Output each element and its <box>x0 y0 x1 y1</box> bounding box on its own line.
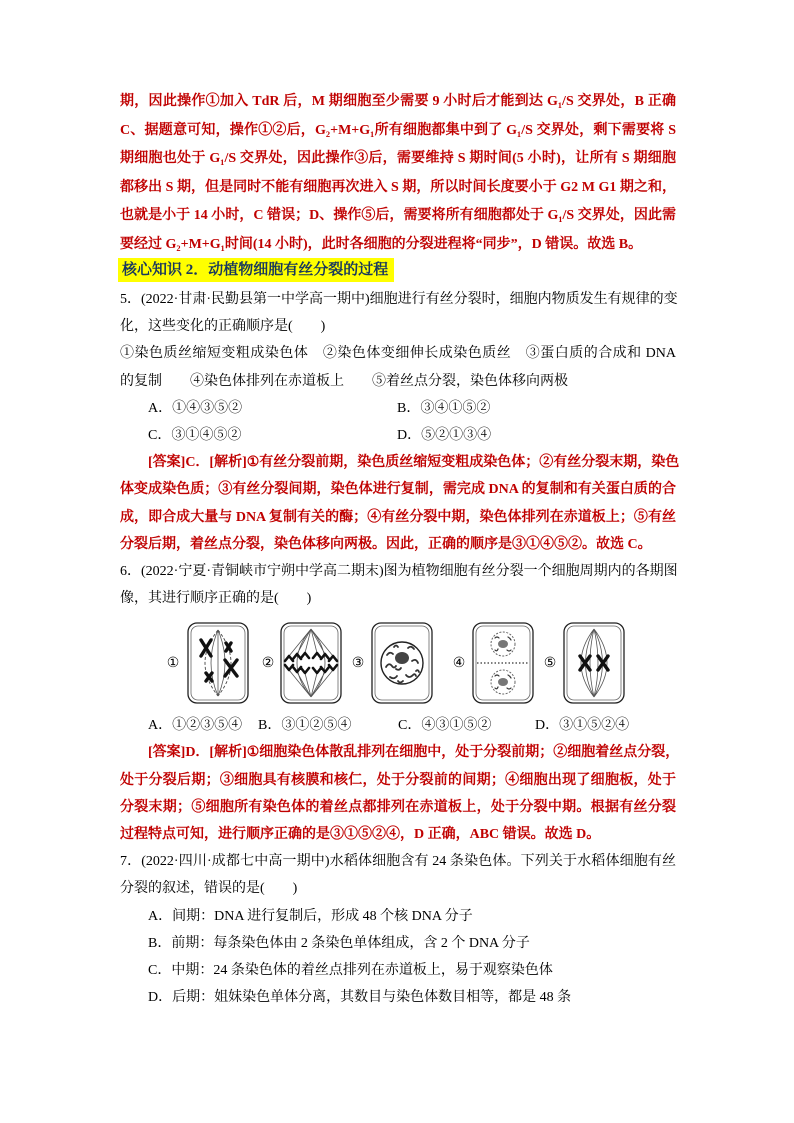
questions <box>120 286 680 1011</box>
answer-line: [答案]C．[解析]①有丝分裂前期，染色质丝缩短变粗成染色体；②有丝分裂末期，染色 <box>148 455 680 471</box>
nucleolus <box>498 678 508 686</box>
nucleolus <box>395 652 409 664</box>
cell-diagram-3 <box>372 623 432 703</box>
statement-line: ①染色质丝缩短变粗成染色体 ②染色体变细伸长成染色质丝 ③蛋白质的合成和 DNA <box>120 346 676 362</box>
options-row <box>120 395 676 422</box>
answer-line: 体变成染色质；③有丝分裂间期，染色体进行复制，需完成 DNA 的复制和有关蛋白质的合 <box>120 482 676 498</box>
question-7 <box>120 848 676 1011</box>
statement-line: 的复制 ④染色体排列在赤道板上 ⑤着丝点分裂，染色体移向两极 <box>120 373 568 389</box>
question-stem-line: 5．(2022·甘肃·民勤县第一中学高一期中)细胞进行有丝分裂时，细胞内物质发生有规律的变 <box>120 292 678 307</box>
option-a: A．间期：DNA 进行复制后，形成 48 个核 DNA 分子 <box>148 908 473 924</box>
answer-line: 都移出 S 期，但是同时不能有细胞再次进入 S 期，所以时间长度要小于 G2 M G1 期之和， <box>120 179 676 195</box>
option-c: C．中期：24 条染色体的着丝点排列在赤道板上，易于观察染色体 <box>148 962 553 978</box>
answer-line: 分裂后期，着丝点分裂，染色体移向两极。因此，正确的顺序是③①④⑤②。故选 C。 <box>120 536 652 552</box>
question-5 <box>120 286 680 558</box>
option-b: B．③④①⑤② <box>397 400 491 416</box>
previous-answer-continuation <box>120 88 676 260</box>
answer-line: 期，因此操作①加入 TdR 后，M 期细胞至少需要 9 小时后才能到达 G₁/S 交界处，B 正确 <box>120 94 676 109</box>
answer-line: 成，即合成大量与 DNA 复制有关的酶；④有丝分裂中期，染色体排列在赤道板上；⑤有丝 <box>120 509 676 525</box>
answer-line: 处于分裂后期；③细胞具有核膜和核仁，处于分裂前的间期；④细胞出现了细胞板，处于 <box>120 772 676 788</box>
options-row <box>120 712 676 739</box>
mitosis-figure <box>120 612 676 712</box>
question-stem-line: 像，其进行顺序正确的是( ) <box>120 591 312 607</box>
question-stem-line: 7．(2022·四川·成都七中高一期中)水稻体细胞含有 24 条染色体。下列关于水稻体细胞有丝 <box>120 854 676 870</box>
question-stem-line: 分裂的叙述，错误的是( ) <box>120 881 298 897</box>
cell-wall <box>281 623 341 703</box>
option-b: B．③①②⑤④ <box>258 718 352 734</box>
answer-line: C、据题意可知，操作①②后，G₂+M+G₁所有细胞都集中到了 G₁/S 交界处，剩下需要将 S <box>120 122 676 138</box>
question-stem-line: 6．(2022·宁夏·青铜峡市宁朔中学高二期末)图为植物细胞有丝分裂一个细胞周期内的各期图 <box>120 563 678 579</box>
option-d: D．后期：姐妹染色单体分离，其数目与染色体数目相等，都是 48 条 <box>148 990 572 1006</box>
options-row <box>120 422 676 449</box>
mitosis-diagram-svg <box>120 612 676 712</box>
cell-diagram-5 <box>564 623 624 703</box>
section-heading: 核心知识 2．动植物细胞有丝分裂的过程 <box>118 258 394 282</box>
answer-line: 分裂末期；⑤细胞所有染色体的着丝点都排列在赤道板上，处于分裂中期。根据有丝分裂 <box>120 799 676 815</box>
answer-line: 也就是小于 14 小时，C 错误；D、操作⑤后，需要将所有细胞都处于 G₁/S 交界处，因此需 <box>120 208 676 224</box>
option-c: C．④③①⑤② <box>398 718 492 734</box>
question-6 <box>120 558 680 848</box>
figure-label-2: ② <box>261 655 275 672</box>
answer-line: 过程特点可知，进行顺序正确的是③①⑤②④，D 正确，ABC 错误。故选 D。 <box>120 827 601 842</box>
option-a: A．①④③⑤② <box>148 400 243 416</box>
answer-line: 期细胞也处于 G₁/S 交界处，因此操作③后，需要维持 S 期时间(5 小时)，让所有 S 期细胞 <box>120 151 676 167</box>
answer-line: 要经过 G₂+M+G₁时间(14 小时)，此时各细胞的分裂进程将“同步”，D 错误。故选 B。 <box>120 236 643 252</box>
figure-label-1: ① <box>166 655 180 672</box>
option-b: B．前期：每条染色体由 2 条染色单体组成，含 2 个 DNA 分子 <box>148 935 530 951</box>
figure-label-5: ⑤ <box>543 655 557 672</box>
answer-line: [答案]D．[解析]①细胞染色体散乱排列在细胞中，处于分裂前期；②细胞着丝点分裂， <box>148 745 680 761</box>
cell-diagram-2 <box>281 623 341 703</box>
option-d: D．③①⑤②④ <box>535 718 630 734</box>
cell-wall <box>564 623 624 703</box>
question-stem-line: 化，这些变化的正确顺序是( ) <box>120 319 326 335</box>
nucleolus <box>498 640 508 648</box>
cell-diagram-4 <box>473 623 533 703</box>
option-d: D．⑤②①③④ <box>397 427 492 443</box>
figure-label-4: ④ <box>452 655 466 672</box>
cell-diagram-1 <box>188 623 248 703</box>
option-a: A．①②③⑤④ <box>148 718 243 734</box>
figure-label-3: ③ <box>351 655 365 672</box>
option-c: C．③①④⑤② <box>148 427 242 443</box>
